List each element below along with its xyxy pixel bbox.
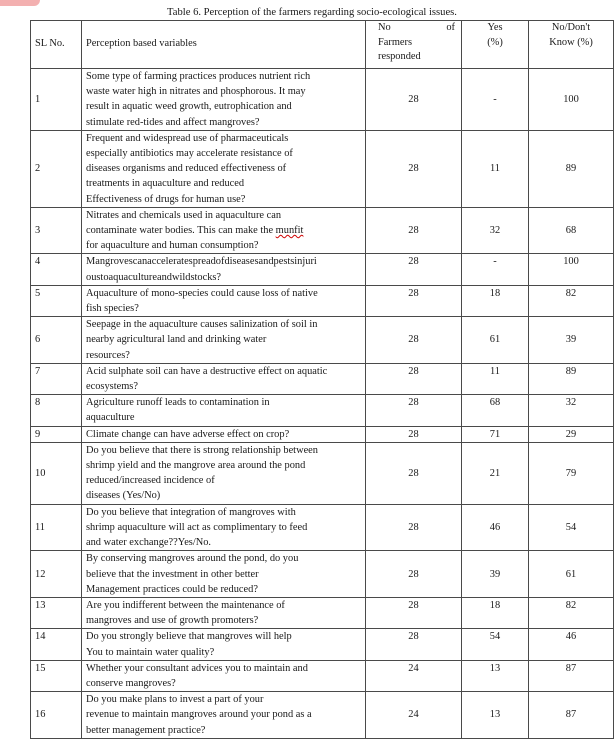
perception-text-line: believe that the investment in other better xyxy=(86,568,259,580)
perception-text-line: Do you believe that there is strong relationship between xyxy=(86,444,318,456)
header-sl-no: SL No. xyxy=(31,21,82,69)
row-sl-no: 7 xyxy=(31,363,82,394)
header-no-dont-know-unit: Know (%) xyxy=(549,36,593,48)
perception-text-line: ecosystems? xyxy=(86,381,138,393)
row-yes-percent: 18 xyxy=(462,597,529,628)
row-no-dont-know-percent: 82 xyxy=(529,597,614,628)
perception-text-line: treatments in aquaculture and reduced xyxy=(86,178,245,190)
table-body xyxy=(31,69,614,739)
perception-text-line: aquaculture xyxy=(86,412,135,424)
row-sl-no: 10 xyxy=(31,442,82,504)
perception-text-line: revenue to maintain mangroves around your pond as a xyxy=(86,709,312,721)
perception-text-line: nearby agricultural land and drinking water xyxy=(86,334,267,346)
row-no-dont-know-percent: 89 xyxy=(529,363,614,394)
perception-text-line: mangroves and use of growth promoters? xyxy=(86,615,259,627)
row-no-dont-know-percent: 87 xyxy=(529,692,614,739)
row-farmers-responded: 28 xyxy=(366,363,462,394)
row-perception-text xyxy=(82,69,366,131)
table-row xyxy=(31,285,614,316)
row-farmers-responded: 28 xyxy=(366,426,462,442)
row-farmers-responded: 24 xyxy=(366,660,462,691)
perception-text-line: result in aquatic weed growth, eutrophication and xyxy=(86,101,292,113)
row-sl-no: 8 xyxy=(31,395,82,426)
perception-text-line: Frequent and widespread use of pharmaceuticals xyxy=(86,132,289,144)
row-sl-no: 2 xyxy=(31,130,82,207)
header-no-of-farmers xyxy=(366,21,462,69)
table-row xyxy=(31,130,614,207)
perception-text-line: resources? xyxy=(86,349,130,361)
perception-text-line: diseases organisms and reduced effectiveness of xyxy=(86,163,287,175)
perception-text-line: reduced/increased incidence of xyxy=(86,475,215,487)
row-farmers-responded: 28 xyxy=(366,130,462,207)
row-farmers-responded: 28 xyxy=(366,317,462,364)
header-farmers-word: Farmers xyxy=(378,36,413,48)
perception-text-line: Agriculture runoff leads to contamination in xyxy=(86,397,270,409)
row-farmers-responded: 28 xyxy=(366,207,462,254)
row-no-dont-know-percent: 39 xyxy=(529,317,614,364)
perception-text-line: contaminate water bodies. This can make the munfit xyxy=(86,225,304,237)
perception-text-line: Some type of farming practices produces nutrient rich xyxy=(86,71,311,82)
row-farmers-responded: 28 xyxy=(366,504,462,551)
row-yes-percent: 21 xyxy=(462,442,529,504)
perception-text-line: Mangrovescanacceleratespreadofdiseasesandpestsinjuri xyxy=(86,256,317,268)
row-sl-no: 4 xyxy=(31,254,82,285)
row-no-dont-know-percent: 82 xyxy=(529,285,614,316)
perception-text-line: for aquaculture and human consumption? xyxy=(86,240,259,252)
row-sl-no: 12 xyxy=(31,551,82,598)
table-row xyxy=(31,363,614,394)
perception-text-line: and water exchange??Yes/No. xyxy=(86,537,212,549)
perception-text-line: conserve mangroves? xyxy=(86,677,176,689)
perception-text-line: better management practice? xyxy=(86,724,206,736)
perception-text-line: Are you indifferent between the maintenance of xyxy=(86,599,285,611)
row-sl-no: 9 xyxy=(31,426,82,442)
row-sl-no: 11 xyxy=(31,504,82,551)
header-yes-word: Yes xyxy=(487,22,503,33)
header-row xyxy=(31,21,614,69)
row-yes-percent: 46 xyxy=(462,504,529,551)
perception-text-line: Acid sulphate soil can have a destructive effect on aquatic xyxy=(86,365,328,377)
row-perception-text xyxy=(82,597,366,628)
row-perception-text xyxy=(82,285,366,316)
row-sl-no: 14 xyxy=(31,629,82,660)
perception-text-line: Do you believe that integration of mangroves with xyxy=(86,506,296,518)
perception-text-line: shrimp aquaculture will act as complimentary to feed xyxy=(86,521,308,533)
row-no-dont-know-percent: 89 xyxy=(529,130,614,207)
table-row xyxy=(31,69,614,131)
row-perception-text xyxy=(82,207,366,254)
table-row xyxy=(31,317,614,364)
perception-text-line: diseases (Yes/No) xyxy=(86,490,161,502)
table-row xyxy=(31,504,614,551)
header-yes-percent xyxy=(462,21,529,69)
header-no-dont-know-percent xyxy=(529,21,614,69)
row-perception-text xyxy=(82,395,366,426)
perception-text-line: Nitrates and chemicals used in aquaculture can xyxy=(86,209,282,221)
table-row xyxy=(31,254,614,285)
row-farmers-responded: 28 xyxy=(366,597,462,628)
row-sl-no: 1 xyxy=(31,69,82,131)
table-row xyxy=(31,660,614,691)
row-yes-percent: 61 xyxy=(462,317,529,364)
row-farmers-responded: 28 xyxy=(366,442,462,504)
row-no-dont-know-percent: 54 xyxy=(529,504,614,551)
row-no-dont-know-percent: 68 xyxy=(529,207,614,254)
row-no-dont-know-percent: 100 xyxy=(529,69,614,131)
perception-text-line: Aquaculture of mono-species could cause loss of native xyxy=(86,287,318,299)
table-row xyxy=(31,207,614,254)
row-sl-no: 16 xyxy=(31,692,82,739)
perception-text-line: Seepage in the aquaculture causes salinization of soil in xyxy=(86,319,318,331)
perception-text-line: shrimp yield and the mangrove area around the pond xyxy=(86,460,306,472)
row-yes-percent: - xyxy=(462,254,529,285)
perception-table xyxy=(30,20,614,739)
row-sl-no: 3 xyxy=(31,207,82,254)
header-no-dont-know-word: No/Don't xyxy=(551,22,591,33)
table-row xyxy=(31,426,614,442)
row-perception-text xyxy=(82,317,366,364)
row-farmers-responded: 28 xyxy=(366,69,462,131)
table-row xyxy=(31,629,614,660)
row-perception-text xyxy=(82,426,366,442)
row-yes-percent: 11 xyxy=(462,363,529,394)
row-yes-percent: 13 xyxy=(462,660,529,691)
header-responded-word: responded xyxy=(378,51,421,62)
row-perception-text xyxy=(82,551,366,598)
row-yes-percent: 71 xyxy=(462,426,529,442)
header-perception-variables: Perception based variables xyxy=(82,21,366,69)
perception-text-line: stimulate red-tides and affect mangroves? xyxy=(86,116,260,128)
perception-text-line: Do you strongly believe that mangroves will help xyxy=(86,631,292,643)
row-yes-percent: 68 xyxy=(462,395,529,426)
row-sl-no: 5 xyxy=(31,285,82,316)
row-perception-text xyxy=(82,504,366,551)
row-perception-text xyxy=(82,660,366,691)
header-yes-unit: (%) xyxy=(487,36,503,48)
row-yes-percent: 39 xyxy=(462,551,529,598)
row-farmers-responded: 24 xyxy=(366,692,462,739)
row-farmers-responded: 28 xyxy=(366,254,462,285)
row-yes-percent: 13 xyxy=(462,692,529,739)
row-farmers-responded: 28 xyxy=(366,551,462,598)
corner-highlight-mark xyxy=(0,0,40,6)
header-of-word: of xyxy=(446,22,455,33)
perception-text-line: Management practices could be reduced? xyxy=(86,583,258,595)
table-row xyxy=(31,395,614,426)
row-no-dont-know-percent: 32 xyxy=(529,395,614,426)
table-row xyxy=(31,597,614,628)
perception-text-line: By conserving mangroves around the pond, do you xyxy=(86,553,299,565)
perception-text-line: oustoaquacultureandwildstocks? xyxy=(86,271,222,283)
spellcheck-underlined-word: munfit xyxy=(275,225,304,237)
perception-text-line: Effectiveness of drugs for human use? xyxy=(86,193,246,205)
table-row xyxy=(31,442,614,504)
row-perception-text xyxy=(82,692,366,739)
row-sl-no: 13 xyxy=(31,597,82,628)
row-yes-percent: 18 xyxy=(462,285,529,316)
row-yes-percent: 32 xyxy=(462,207,529,254)
perception-text-line: Climate change can have adverse effect on crop? xyxy=(86,428,290,440)
row-farmers-responded: 28 xyxy=(366,285,462,316)
row-perception-text xyxy=(82,363,366,394)
table-row xyxy=(31,692,614,739)
row-no-dont-know-percent: 29 xyxy=(529,426,614,442)
perception-text-line: You to maintain water quality? xyxy=(86,646,215,658)
row-farmers-responded: 28 xyxy=(366,395,462,426)
row-no-dont-know-percent: 87 xyxy=(529,660,614,691)
row-no-dont-know-percent: 79 xyxy=(529,442,614,504)
perception-text-line: Do you make plans to invest a part of your xyxy=(86,694,264,706)
perception-text-line: fish species? xyxy=(86,303,139,315)
perception-text-line: waste water high in nitrates and phosphorous. It may xyxy=(86,86,306,98)
row-sl-no: 6 xyxy=(31,317,82,364)
row-perception-text xyxy=(82,442,366,504)
row-yes-percent: 11 xyxy=(462,130,529,207)
table-header xyxy=(31,21,614,69)
row-no-dont-know-percent: 61 xyxy=(529,551,614,598)
table-caption: Table 6. Perception of the farmers regarding socio-ecological issues. xyxy=(167,7,457,18)
row-perception-text xyxy=(82,130,366,207)
row-no-dont-know-percent: 100 xyxy=(529,254,614,285)
table-row xyxy=(31,551,614,598)
row-perception-text xyxy=(82,254,366,285)
row-yes-percent: - xyxy=(462,69,529,131)
row-no-dont-know-percent: 46 xyxy=(529,629,614,660)
row-yes-percent: 54 xyxy=(462,629,529,660)
row-perception-text xyxy=(82,629,366,660)
header-no-word: No xyxy=(378,22,391,33)
row-farmers-responded: 28 xyxy=(366,629,462,660)
perception-text-line: Whether your consultant advices you to maintain and xyxy=(86,662,308,674)
perception-text-line: especially antibiotics may accelerate resistance of xyxy=(86,148,293,160)
row-sl-no: 15 xyxy=(31,660,82,691)
